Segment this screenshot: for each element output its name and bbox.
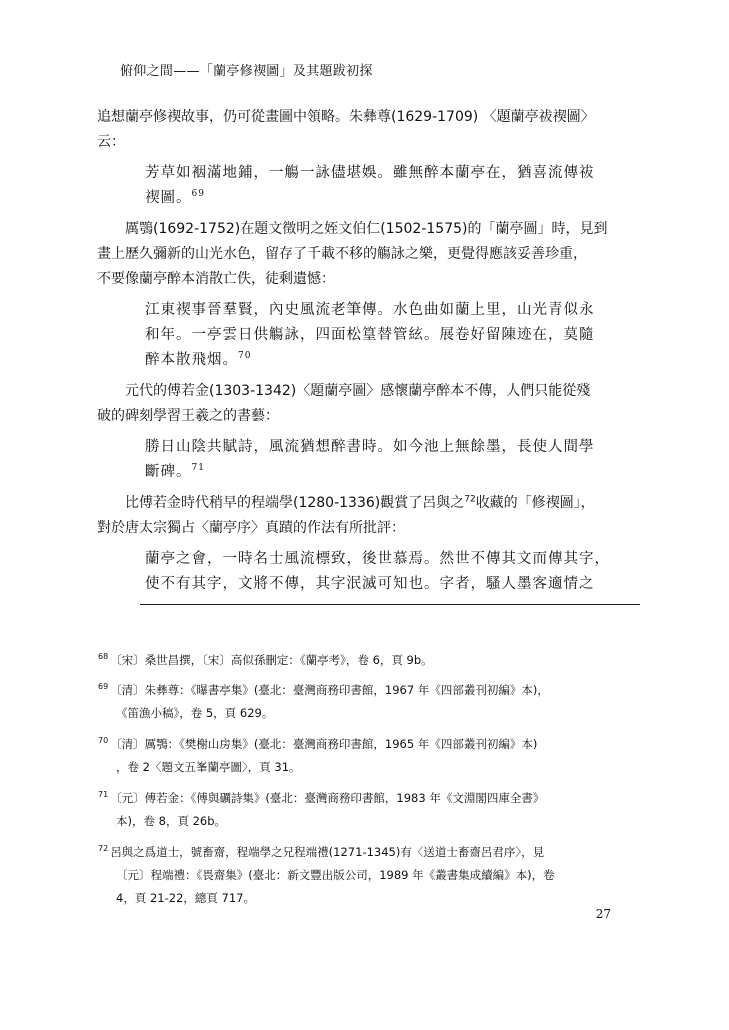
footnote-text: 〔清〕朱彝尊：《曝書亭集》(臺北：臺灣商務印書館，1967 年《四部叢刊初編》本)， [110, 683, 549, 697]
body-line [125, 492, 595, 512]
footnote-ref: 70 [238, 351, 252, 362]
footnote-68 [98, 652, 433, 668]
running-header: 俯仰之間——「蘭亭修禊圖」及其題跋初探 [120, 64, 373, 79]
quote-line: 和年。一亭雲日供觴詠，四面松篁替管絃。展卷好留陳迹在，莫隨 [145, 327, 595, 343]
footnote-text: 〔宋〕桑世昌撰，〔宋〕高似孫刪定：《蘭亭考》，卷 6，頁 9b。 [110, 653, 433, 667]
footnote-text: 〔元〕程端禮：《畏齋集》(臺北：新文豐出版公司，1989 年《叢書集成續編》本)，卷 [116, 868, 555, 882]
page-number: 27 [595, 907, 611, 921]
quote-text: 醉本散飛烟。 [145, 352, 238, 368]
body-line: 畫上歷久彌新的山光水色，留存了千載不移的觴詠之樂，更覺得應該妥善珍重， [97, 246, 587, 262]
footnote-text: 4，頁 21-22，總頁 717。 [116, 891, 255, 905]
body-line: 對於唐太宗獨占〈蘭亭序〉真蹟的作法有所批評： [97, 520, 405, 536]
quote-line: 勝日山陰共賦詩，風流猶想醉書時。如今池上無餘墨，長使人間學 [145, 439, 595, 455]
quote-line: 蘭亭之會，一時名士風流標致，後世慕焉。然世不傳其文而傳其字， [145, 551, 610, 567]
footnote-70 [98, 736, 537, 752]
body-line: 破的碑刻學習王羲之的書藝： [97, 408, 279, 424]
footnote-number: 72 [98, 844, 109, 853]
body-text: 比傅若金時代稍早的程端學(1280-1336)觀賞了呂與之 [125, 495, 465, 511]
footnote-text: ，卷 2〈題文五峯蘭亭圖〉，頁 31。 [116, 760, 301, 774]
quote-line [145, 186, 205, 207]
footnote-separator [140, 604, 640, 605]
footnote-number: 69 [98, 682, 109, 691]
footnote-number: 71 [98, 790, 109, 799]
quote-line [145, 460, 205, 481]
quote-line [145, 348, 251, 369]
footnote-ref: 71 [191, 463, 205, 474]
quote-line: 使不有其字，文將不傳，其字泯滅可知也。字者，騷人墨客適情之 [145, 576, 595, 592]
footnote-text: 《笛漁小稿》，卷 5，頁 629。 [116, 706, 274, 720]
body-text: 收藏的「修禊圖」， [475, 495, 595, 511]
quote-text: 禊圖。 [145, 190, 192, 206]
footnote-number: 70 [98, 736, 109, 745]
footnote-ref: 72 [464, 494, 476, 505]
quote-line: 芳草如裀滿地鋪，一觴一詠儘堪娛。雖無醉本蘭亭在，猶喜流傳祓 [145, 165, 595, 181]
footnote-69 [98, 682, 549, 698]
footnote-text: 〔清〕厲鶚：《樊榭山房集》(臺北：臺灣商務印書館，1965 年《四部叢刊初編》本) [110, 737, 538, 751]
footnote-text: 呂與之爲道士，號畜齋，程端學之兄程端禮(1271-1345)有〈送道士畜齋呂君序〉，見 [110, 845, 545, 859]
footnote-number: 68 [98, 652, 109, 661]
body-line: 不要像蘭亭醉本消散亡佚，徒剩遺憾： [97, 271, 335, 287]
quote-line: 江東禊事晉羣賢，內史風流老筆傳。水色曲如蘭上里，山光青似永 [145, 302, 595, 318]
body-line: 云： [97, 134, 125, 150]
footnote-72 [98, 844, 544, 860]
footnote-71 [98, 790, 544, 806]
body-line: 元代的傅若金(1303-1342)〈題蘭亭圖〉感懷蘭亭醉本不傳，人們只能從殘 [125, 383, 591, 399]
footnote-ref: 69 [191, 189, 205, 200]
footnote-text: 本)，卷 8，頁 26b。 [116, 814, 227, 828]
body-line: 追想蘭亭修禊故事，仍可從畫圖中領略。朱彝尊(1629-1709) 〈題蘭亭祓禊圖〉 [97, 109, 595, 125]
body-line: 厲鶚(1692-1752)在題文徵明之姪文伯仁(1502-1575)的「蘭亭圖」時，見到 [125, 221, 608, 237]
footnote-text: 〔元〕傅若金：《傅與礪詩集》(臺北：臺灣商務印書館，1983 年《文淵閣四庫全書》 [110, 791, 545, 805]
quote-text: 斷碑。 [145, 464, 192, 480]
